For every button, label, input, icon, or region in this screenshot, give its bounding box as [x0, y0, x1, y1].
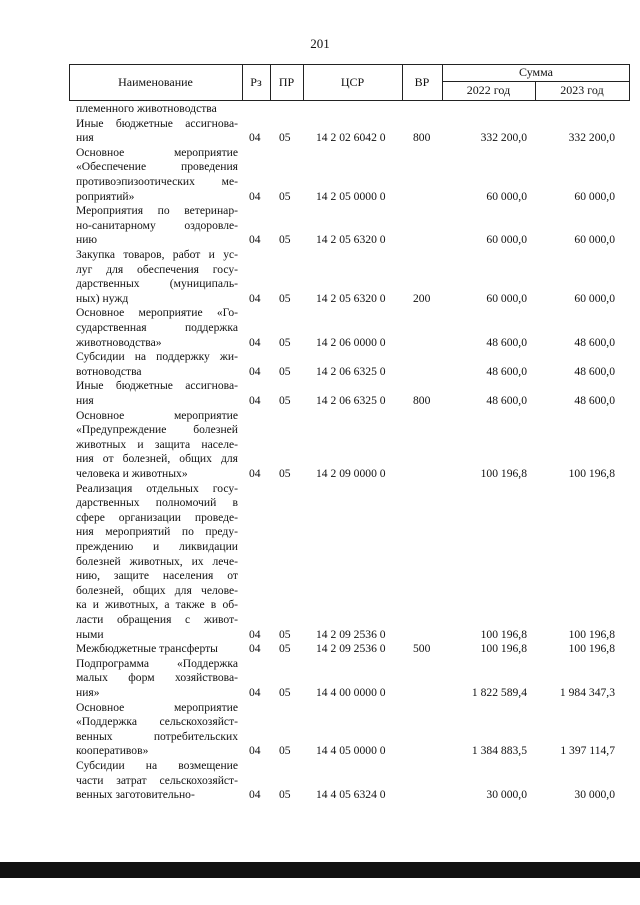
row-name-line: Субсидии на поддержку жи- — [76, 350, 238, 364]
header-csr: ЦСР — [340, 75, 365, 89]
row-name-line: «Предупреждение болезней — [76, 423, 238, 437]
row-pr: 05 — [279, 233, 291, 247]
row-sum-2023: 30 000,0 — [574, 788, 615, 802]
row-name-line: Основное мероприятие — [76, 145, 238, 159]
row-name-line: ными — [76, 627, 104, 641]
row-name-line: племенного животноводства — [76, 102, 217, 115]
row-name-line: но-санитарному оздоровле- — [76, 218, 238, 232]
header-sum: Сумма — [519, 65, 553, 79]
row-sum-2023: 48 600,0 — [574, 335, 615, 349]
row-name-line: Подпрограмма «Поддержка — [76, 656, 238, 670]
header-vr: ВР — [414, 75, 430, 89]
row-pr: 05 — [279, 189, 291, 203]
row-sum-2022: 60 000,0 — [486, 233, 527, 247]
row-name — [76, 350, 238, 379]
row-rz: 04 — [249, 291, 261, 305]
row-csr: 14 4 05 0000 0 — [316, 744, 386, 758]
row-name-line: сфере организации проведе- — [76, 510, 238, 524]
row-csr: 14 2 02 6042 0 — [316, 131, 386, 145]
row-sum-2022: 332 200,0 — [480, 131, 527, 145]
row-name — [76, 759, 238, 803]
row-name-line: роприятий» — [76, 189, 135, 203]
row-vr: 500 — [413, 642, 431, 656]
row-name-line: ния — [76, 393, 94, 407]
row-sum-2023: 1 984 347,3 — [559, 685, 615, 699]
row-sum-2022: 100 196,8 — [480, 642, 527, 656]
row-csr: 14 2 09 2536 0 — [316, 642, 386, 656]
row-name-line: дарственных полномочий в — [76, 496, 238, 510]
row-name-line: Субсидии на возмещение — [76, 759, 238, 772]
row-rz: 04 — [249, 466, 261, 480]
row-rz: 04 — [249, 744, 261, 758]
row-sum-2022: 48 600,0 — [486, 335, 527, 349]
row-sum-2023: 60 000,0 — [574, 189, 615, 203]
row-name-line: ласти обращения с живот- — [76, 612, 238, 626]
row-name-line: части затрат сельскохозяйст- — [76, 773, 238, 787]
row-name-line: Мероприятия по ветеринар- — [76, 204, 238, 218]
row-name — [76, 642, 238, 657]
row-vr: 800 — [413, 131, 431, 145]
header-year-2023: 2023 год — [560, 83, 604, 97]
row-sum-2022: 30 000,0 — [486, 788, 527, 802]
row-sum-2022: 1 384 883,5 — [471, 744, 527, 758]
page-number: 201 — [310, 36, 330, 51]
row-name — [76, 409, 238, 482]
row-name-line: человека и животных» — [76, 466, 188, 480]
row-name — [76, 701, 238, 759]
row-name — [76, 657, 238, 701]
row-name-line: животноводства» — [76, 335, 162, 349]
row-name — [76, 482, 238, 643]
row-name-line: Основное мероприятие «Го- — [76, 306, 238, 320]
row-name-line: Иные бюджетные ассигнова- — [76, 116, 238, 130]
row-name-line: ния мероприятий по преду- — [76, 525, 238, 539]
row-sum-2023: 332 200,0 — [568, 131, 615, 145]
row-name-line: кооперативов» — [76, 744, 149, 758]
row-name-line: Реализация отдельных госу- — [76, 481, 238, 495]
row-sum-2022: 48 600,0 — [486, 393, 527, 407]
row-vr: 200 — [413, 291, 431, 305]
row-rz: 04 — [249, 393, 261, 407]
row-sum-2023: 48 600,0 — [574, 393, 615, 407]
row-pr: 05 — [279, 466, 291, 480]
row-name-line: ния» — [76, 685, 100, 699]
row-name-line: преждению и ликвидации — [76, 539, 238, 553]
row-sum-2023: 100 196,8 — [568, 466, 615, 480]
row-pr: 05 — [279, 627, 291, 641]
row-name-line: нию — [76, 233, 98, 247]
row-name-line: дарственных (муниципаль- — [76, 277, 238, 291]
row-name — [76, 248, 238, 306]
row-name-line: Иные бюджетные ассигнова- — [76, 379, 238, 393]
row-rz: 04 — [249, 131, 261, 145]
row-csr: 14 2 05 0000 0 — [316, 189, 386, 203]
row-pr: 05 — [279, 685, 291, 699]
row-pr: 05 — [279, 788, 291, 802]
row-name-line: болезней, общих для челове- — [76, 583, 238, 597]
row-rz: 04 — [249, 685, 261, 699]
row-rz: 04 — [249, 627, 261, 641]
row-csr: 14 2 06 6325 0 — [316, 393, 386, 407]
row-csr: 14 2 05 6320 0 — [316, 233, 386, 247]
row-sum-2023: 60 000,0 — [574, 291, 615, 305]
row-name-line: нию, защите населения от — [76, 569, 238, 583]
row-name-line: венных заготовительно- — [76, 788, 195, 802]
row-rz: 04 — [249, 189, 261, 203]
row-name-line: луг для обеспечения госу- — [76, 262, 238, 276]
row-name-line: малых форм хозяйствова- — [76, 671, 238, 685]
row-name — [76, 146, 238, 204]
header-pr: ПР — [278, 75, 295, 89]
row-name — [76, 117, 238, 146]
row-sum-2023: 100 196,8 — [568, 642, 615, 656]
row-name — [76, 379, 238, 408]
row-rz: 04 — [249, 233, 261, 247]
scan-border — [0, 862, 640, 878]
row-sum-2022: 1 822 589,4 — [471, 685, 527, 699]
row-name-line: сударственная поддержка — [76, 320, 238, 334]
row-csr: 14 2 05 6320 0 — [316, 291, 386, 305]
row-name — [76, 306, 238, 350]
row-pr: 05 — [279, 744, 291, 758]
row-name-line: вотноводства — [76, 364, 142, 378]
row-name-line: ка и животных, а также в об- — [76, 598, 238, 612]
header-rz: Рз — [250, 75, 262, 89]
row-name-line: противоэпизоотических ме- — [76, 174, 238, 188]
row-name — [76, 204, 238, 248]
row-pr: 05 — [279, 291, 291, 305]
row-pr: 05 — [279, 364, 291, 378]
header-name: Наименование — [118, 75, 193, 89]
row-sum-2022: 60 000,0 — [486, 291, 527, 305]
row-rz: 04 — [249, 364, 261, 378]
row-name — [76, 102, 238, 117]
row-name-line: животных и защита населе- — [76, 437, 238, 451]
row-rz: 04 — [249, 788, 261, 802]
row-sum-2023: 48 600,0 — [574, 364, 615, 378]
row-csr: 14 2 06 0000 0 — [316, 335, 386, 349]
row-name-line: болезней животных, их лече- — [76, 554, 238, 568]
row-pr: 05 — [279, 335, 291, 349]
row-name-line: «Обеспечение проведения — [76, 160, 238, 174]
row-pr: 05 — [279, 642, 291, 656]
row-csr: 14 2 09 0000 0 — [316, 466, 386, 480]
row-sum-2022: 60 000,0 — [486, 189, 527, 203]
row-pr: 05 — [279, 393, 291, 407]
row-sum-2023: 1 397 114,7 — [560, 744, 615, 758]
row-sum-2023: 60 000,0 — [574, 233, 615, 247]
row-sum-2022: 100 196,8 — [480, 627, 527, 641]
row-name-line: ния — [76, 131, 94, 145]
row-name-line: «Поддержка сельскохозяйст- — [76, 715, 238, 729]
row-vr: 800 — [413, 393, 431, 407]
row-sum-2022: 100 196,8 — [480, 466, 527, 480]
row-rz: 04 — [249, 335, 261, 349]
row-csr: 14 2 09 2536 0 — [316, 627, 386, 641]
row-name-line: ных) нужд — [76, 291, 129, 305]
row-sum-2023: 100 196,8 — [568, 627, 615, 641]
row-name-line: венных потребительских — [76, 729, 238, 743]
row-csr: 14 4 05 6324 0 — [316, 788, 386, 802]
row-name-line: ния от болезней, общих для — [76, 452, 238, 466]
row-name-line: Межбюджетные трансферты — [76, 642, 218, 656]
row-csr: 14 2 06 6325 0 — [316, 364, 386, 378]
row-sum-2022: 48 600,0 — [486, 364, 527, 378]
row-csr: 14 4 00 0000 0 — [316, 685, 386, 699]
row-name-line: Основное мероприятие — [76, 700, 238, 714]
header-year-2022: 2022 год — [466, 83, 511, 97]
row-pr: 05 — [279, 131, 291, 145]
row-name-line: Основное мероприятие — [76, 408, 238, 422]
row-name-line: Закупка товаров, работ и ус- — [76, 248, 238, 261]
row-rz: 04 — [249, 642, 261, 656]
